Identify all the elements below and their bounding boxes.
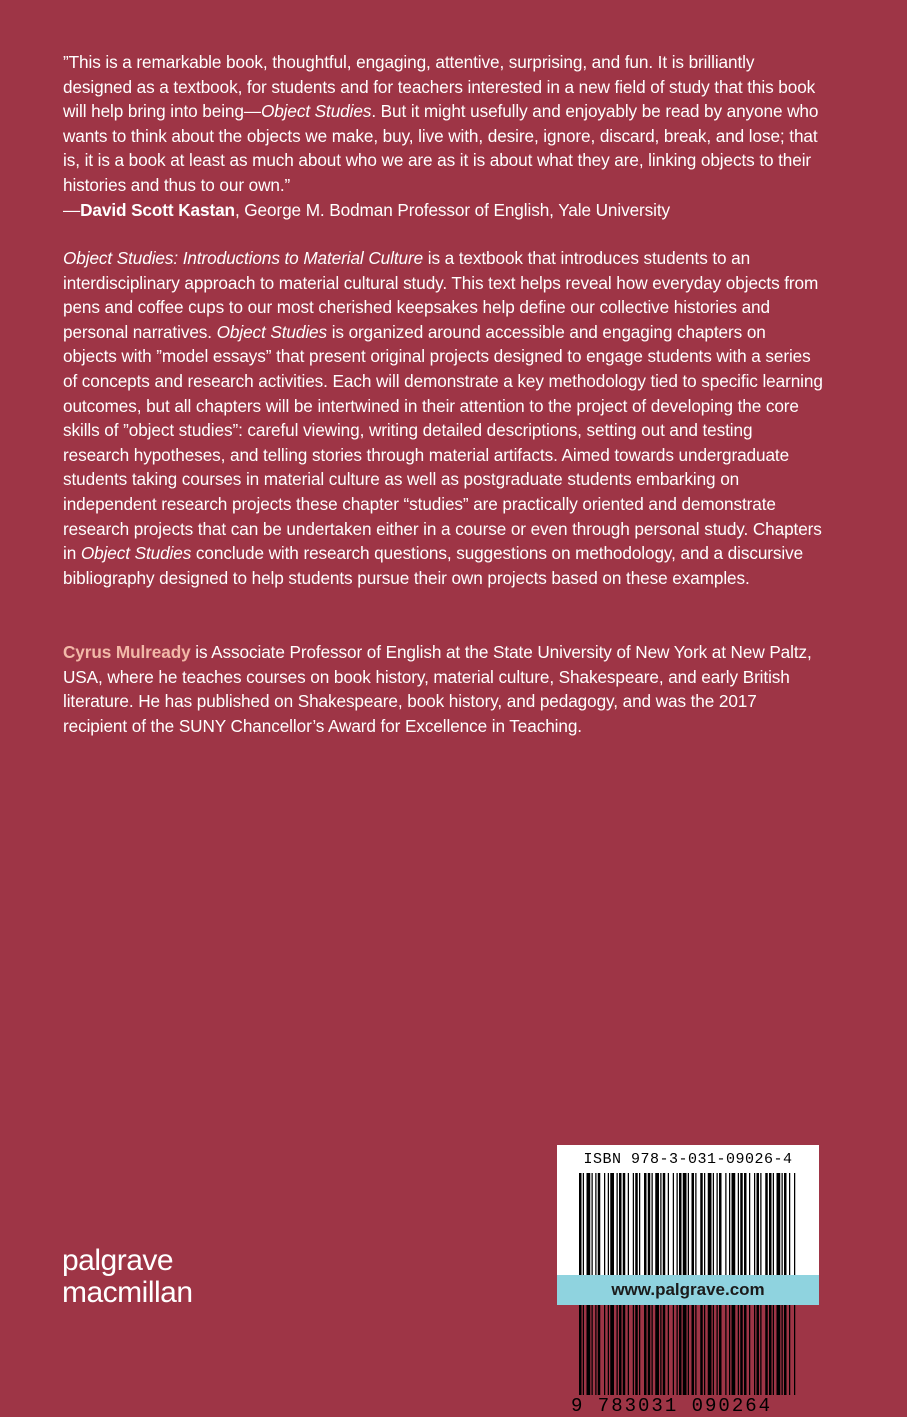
quote-text-2: . But it might usefully and enjoyably be read by anyone who wants to think about the objects we make, buy, live with, desire, ignore, discard, break, and lose; that is, it is a book at least as much about who we are as it is about what they are, linking objects to their histories and thus to our own.” bbox=[63, 101, 819, 195]
logo-line-palgrave: palgrave bbox=[62, 1244, 174, 1277]
description-title-ref-2: Object Studies bbox=[80, 543, 192, 564]
description-text-2: is organized around accessible and engaging chapters on objects with ”model essays” that present original projects designed to engage students with a series of concepts and research activities. Each will demonstrate a key methodology tied to specific learning outcomes, but all chapters will be intertwined in their attention to the project of developing the core skills of ”object studies”: careful viewing, writing detailed descriptions, setting out and testing research hypotheses, and telling stories through material artifacts. Aimed towards undergraduate students taking courses in material culture as well as postgraduate students embarking on independent research projects these chapter “studies” are practically oriented and demonstrate research projects that can be undertaken either in a course or even through personal study. Chapters in bbox=[63, 321, 823, 564]
isbn-barcode-box bbox=[557, 1145, 819, 1417]
endorsement-quote bbox=[63, 50, 823, 222]
logo-line-macmillan: macmillan bbox=[62, 1276, 193, 1309]
isbn-label: ISBN 978-3-031-09026-4 bbox=[583, 1151, 793, 1168]
description-book-title: Object Studies: Introductions to Material Culture bbox=[63, 248, 424, 268]
attribution-name: David Scott Kastan bbox=[80, 199, 235, 220]
quote-book-title: Object Studies bbox=[260, 101, 372, 122]
publisher-logo bbox=[62, 1246, 193, 1308]
bio-author-name: Cyrus Mulready bbox=[63, 642, 191, 662]
description-title-ref-1: Object Studies bbox=[216, 321, 328, 342]
author-bio bbox=[63, 640, 823, 738]
publisher-url: www.palgrave.com bbox=[557, 1275, 819, 1305]
attribution-dash: — bbox=[63, 199, 81, 220]
attribution-title: , George M. Bodman Professor of English, Yale University bbox=[234, 199, 671, 220]
quote-text-1: ”This is a remarkable book, thoughtful, engaging, attentive, surprising, and fun. It is brilliantly designed as a textbook, for students and for teachers interested in a new field of study that this book will help bring into being— bbox=[63, 52, 816, 122]
quote-attribution bbox=[63, 198, 823, 223]
description-text-3: conclude with research questions, suggestions on methodology, and a discursive bibliography designed to help students pursue their own projects based on these examples. bbox=[63, 543, 804, 588]
barcode-digits: 9 783031 090264 bbox=[571, 1395, 773, 1417]
bio-text: is Associate Professor of English at the State University of New York at New Paltz, USA, where he teaches courses on book history, material culture, Shakespeare, and early British literature. He has published on Shakespeare, book history, and pedagogy, and was the 2017 recipient of the SUNY Chancellor’s Award for Excellence in Teaching. bbox=[63, 642, 812, 736]
description-text-1: is a textbook that introduces students to an interdisciplinary approach to material cultural study. This text helps reveal how everyday objects from pens and coffee cups to our most cherished keepsakes help define our collective histories and personal narratives. bbox=[63, 248, 819, 342]
book-description bbox=[63, 246, 823, 590]
